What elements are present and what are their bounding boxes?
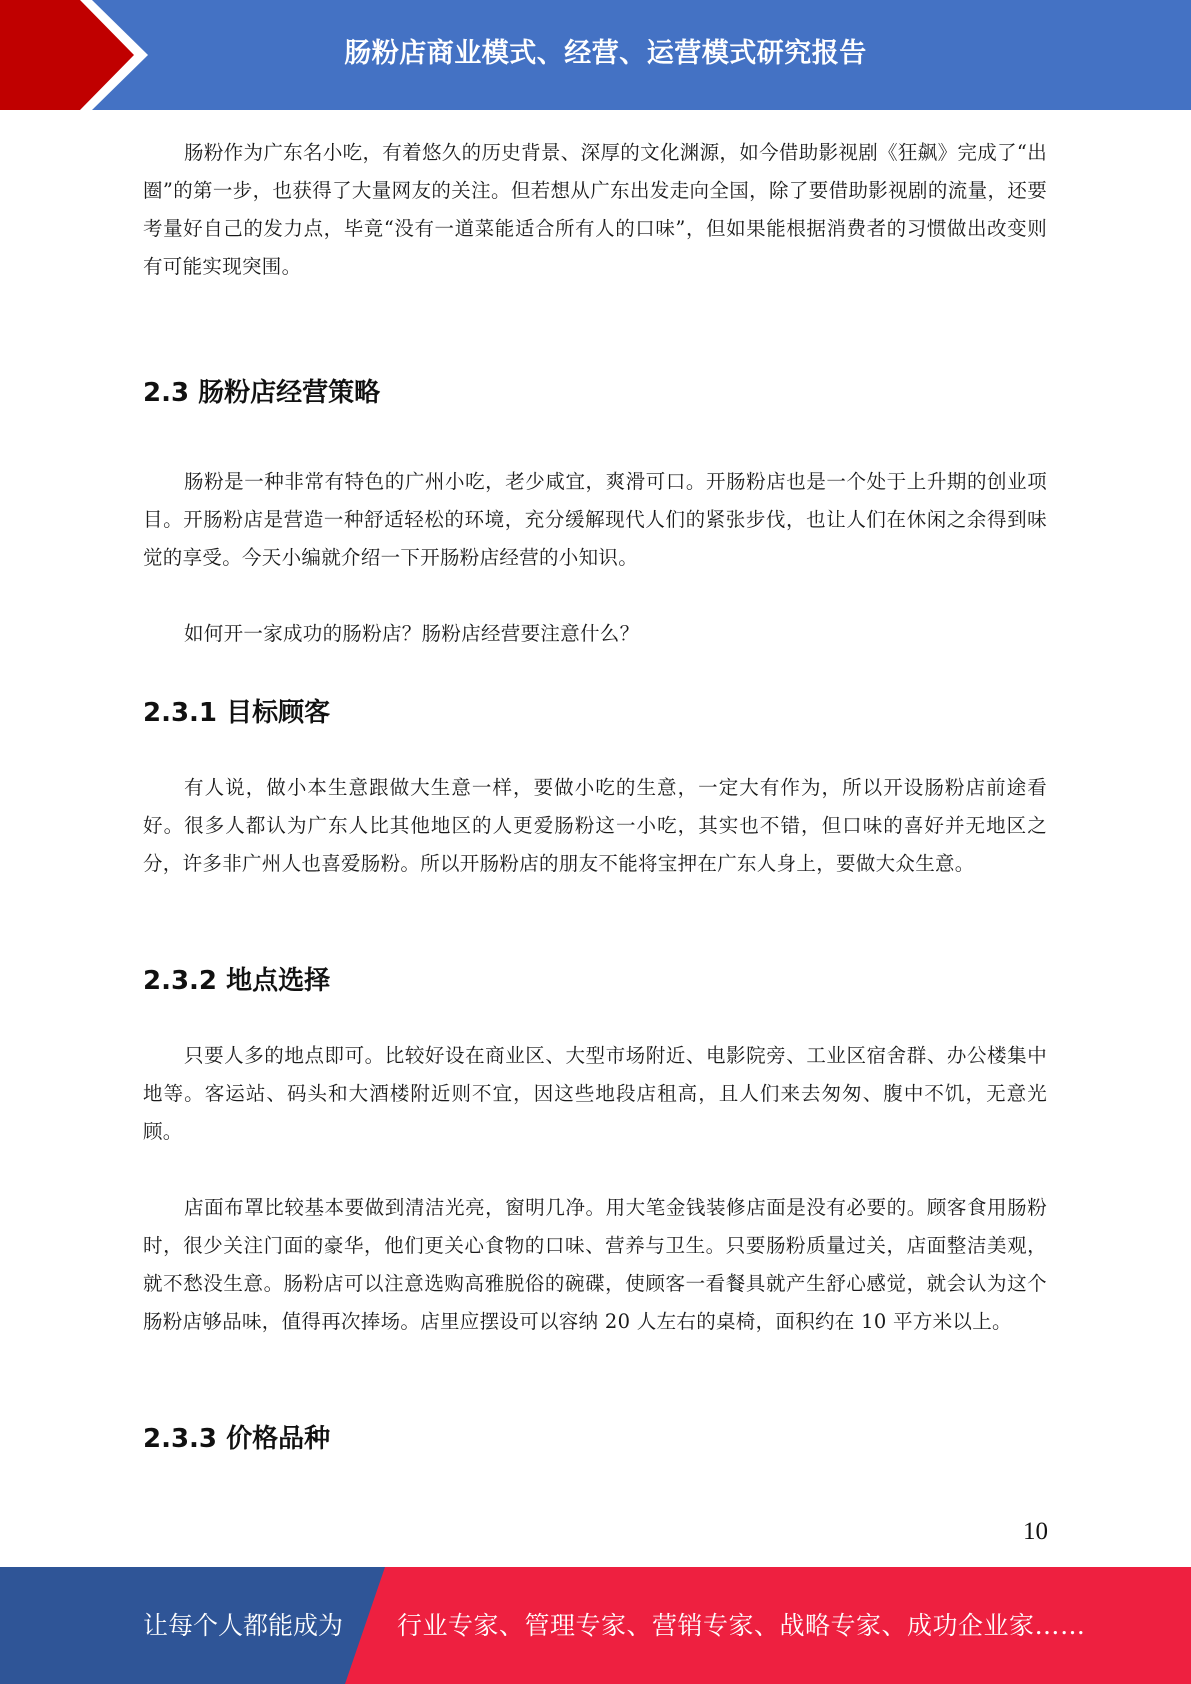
paragraph-2-3-b: 如何开一家成功的肠粉店？肠粉店经营要注意什么？ [184, 622, 640, 645]
intro-paragraph: 肠粉作为广东名小吃，有着悠久的历史背景、深厚的文化渊源，如今借助影视剧《狂飙》完成了“出圈”的第一步，也获得了大量网友的关注。但若想从广东出发走向全国，除了要借助影视剧的流量，还要考量好自己的发力点，毕竟“没有一道菜能适合所有人的口味”，但如果能根据消费者的习惯做出改变则有可能实现突围。 [143, 141, 1047, 278]
page-number: 10 [1023, 1518, 1048, 1545]
paragraph-2-3-1: 有人说，做小本生意跟做大生意一样，要做小吃的生意，一定大有作为，所以开设肠粉店前途看好。很多人都认为广东人比其他地区的人更爱肠粉这一小吃，其实也不错，但口味的喜好并无地区之分，许多非广州人也喜爱肠粉。所以开肠粉店的朋友不能将宝押在广东人身上，要做大众生意。 [143, 776, 1047, 875]
header-title: 肠粉店商业模式、经营、运营模式研究报告 [344, 37, 867, 69]
section-heading-2-3-2: 2.3.2 地点选择 [143, 966, 331, 996]
paragraph-2-3-2-b: 店面布罩比较基本要做到清洁光亮，窗明几净。用大笔金钱装修店面是没有必要的。顾客食用肠粉时，很少关注门面的豪华，他们更关心食物的口味、营养与卫生。只要肠粉质量过关，店面整洁美观，就不愁没生意。肠粉店可以注意选购高雅脱俗的碗碟，使顾客一看餐具就产生舒心感觉，就会认为这个肠粉店够品味，值得再次捧场。店里应摆设可以容纳 20 人左右的桌椅，面积约在 10 平方米以上。 [143, 1196, 1047, 1333]
paragraph-2-3-a: 肠粉是一种非常有特色的广州小吃，老少咸宜，爽滑可口。开肠粉店也是一个处于上升期的创业项目。开肠粉店是营造一种舒适轻松的环境，充分缓解现代人们的紧张步伐，也让人们在休闲之余得到味觉的享受。今天小编就介绍一下开肠粉店经营的小知识。 [143, 470, 1047, 569]
footer-slogan-left: 让每个人都能成为 [143, 1611, 344, 1640]
section-heading-2-3-3: 2.3.3 价格品种 [143, 1424, 331, 1454]
page-header [0, 0, 1191, 110]
section-heading-2-3: 2.3 肠粉店经营策略 [143, 378, 381, 408]
page-footer [0, 1567, 1191, 1684]
paragraph-2-3-2-a: 只要人多的地点即可。比较好设在商业区、大型市场附近、电影院旁、工业区宿舍群、办公楼集中地等。客运站、码头和大酒楼附近则不宜，因这些地段店租高，且人们来去匆匆、腹中不饥，无意光顾。 [143, 1044, 1047, 1143]
footer-slogan-right: 行业专家、管理专家、营销专家、战略专家、成功企业家…… [397, 1611, 1086, 1640]
section-heading-2-3-1: 2.3.1 目标顾客 [143, 698, 331, 728]
